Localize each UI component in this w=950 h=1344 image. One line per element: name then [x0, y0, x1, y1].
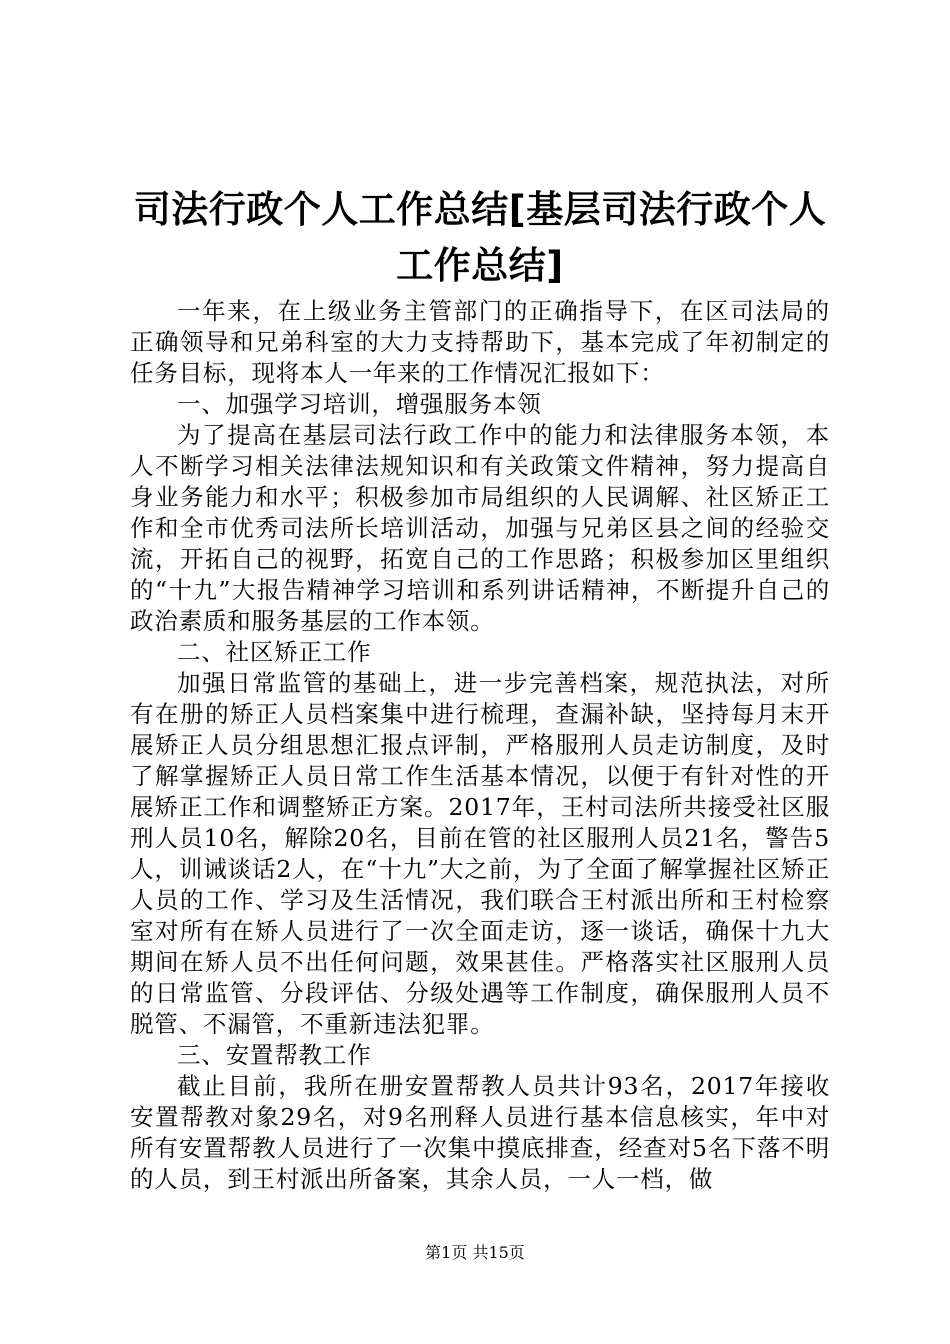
paragraph-resettlement: 截止目前，我所在册安置帮教人员共计93名，2017年接收安置帮教对象29名，对9名刑释人员进行基本信息核实，年中对所有安置帮教人员进行了一次集中摸底排查，经查对5名下落不明的人员，到王村派出所备案，其余人员，一人一档，做	[130, 1072, 830, 1193]
section-heading-3: 三、安置帮教工作	[177, 1041, 372, 1069]
section-heading-1: 一、加强学习培训，增强服务本领	[177, 390, 542, 418]
document-body	[130, 296, 830, 1195]
section-heading-2: 二、社区矫正工作	[177, 638, 372, 666]
page-footer: 第1页 共15页	[425, 1243, 525, 1262]
document-title: 司法行政个人工作总结[基层司法行政个人工作总结]	[133, 188, 827, 287]
paragraph-intro: 一年来，在上级业务主管部门的正确指导下，在区司法局的正确领导和兄弟科室的大力支持帮助下，基本完成了年初制定的任务目标，现将本人一年来的工作情况汇报如下：	[130, 297, 830, 387]
document-page	[130, 0, 830, 1344]
paragraph-study: 为了提高在基层司法行政工作中的能力和法律服务本领，本人不断学习相关法律法规知识和有关政策文件精神，努力提高自身业务能力和水平；积极参加市局组织的人民调解、社区矫正工作和全市优秀司法所长培训活动，加强与兄弟区县之间的经验交流，开拓自己的视野，拓宽自己的工作思路；积极参加区里组织的“十九”大报告精神学习培训和系列讲话精神，不断提升自己的政治素质和服务基层的工作本领。	[130, 421, 830, 635]
paragraph-correction: 加强日常监管的基础上，进一步完善档案，规范执法，对所有在册的矫正人员档案集中进行梳理，查漏补缺，坚持每月末开展矫正人员分组思想汇报点评制，严格服刑人员走访制度，及时了解掌握矫正人员日常工作生活基本情况，以便于有针对性的开展矫正工作和调整矫正方案。2017年，王村司法所共接受社区服刑人员10名，解除20名，目前在管的社区服刑人员21名，警告5人，训诫谈话2人，在“十九”大之前，为了全面了解掌握社区矫正人员的工作、学习及生活情况，我们联合王村派出所和王村检察室对所有在矫人员进行了一次全面走访，逐一谈话，确保十九大期间在矫人员不出任何问题，效果甚佳。严格落实社区服刑人员的日常监管、分段评估、分级处遇等工作制度，确保服刑人员不脱管、不漏管，不重新违法犯罪。	[130, 669, 830, 1038]
